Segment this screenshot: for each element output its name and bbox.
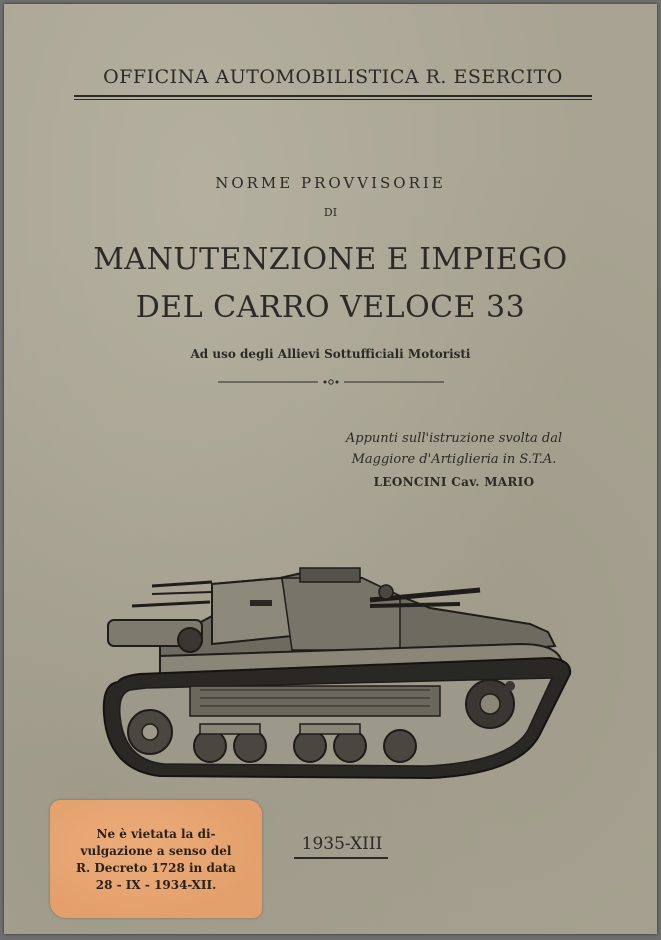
restriction-label-text <box>50 826 262 894</box>
book-cover <box>4 4 657 934</box>
publisher-header: OFFICINA AUTOMOBILISTICA R. ESERCITO <box>103 66 563 88</box>
restriction-label-sticker <box>50 800 262 918</box>
notes-line-1: Appunti sull'istruzione svolta dal <box>345 431 563 446</box>
notes-line-2: Maggiore d'Artiglieria in S.T.A. <box>351 452 557 467</box>
author-notes <box>324 428 584 494</box>
main-title-line-2: DEL CARRO VELOCE 33 <box>135 290 526 325</box>
publication-year: 1935-XIII <box>301 834 383 854</box>
di-connector: DI <box>323 206 338 219</box>
sticker-line-2: vulgazione a senso del <box>80 844 232 858</box>
sticker-line-1: Ne è vietata la di- <box>96 827 216 841</box>
header-rule-thick <box>74 95 592 97</box>
author-name: LEONCINI Cav. MARIO <box>373 475 535 489</box>
sticker-line-3: R. Decreto 1728 in data <box>76 861 236 875</box>
subtitle: Ad uso degli Allievi Sottufficiali Motoristi <box>190 347 471 361</box>
tank-illustration-icon <box>100 564 576 789</box>
divider-ornament-icon <box>218 378 444 386</box>
year-underline <box>294 857 388 859</box>
sticker-line-4: 28 - IX - 1934-XII. <box>95 878 217 892</box>
header-rule-thin <box>74 99 592 100</box>
main-title-line-1: MANUTENZIONE E IMPIEGO <box>93 242 568 277</box>
norme-provvisorie-heading: NORME PROVVISORIE <box>215 174 446 192</box>
